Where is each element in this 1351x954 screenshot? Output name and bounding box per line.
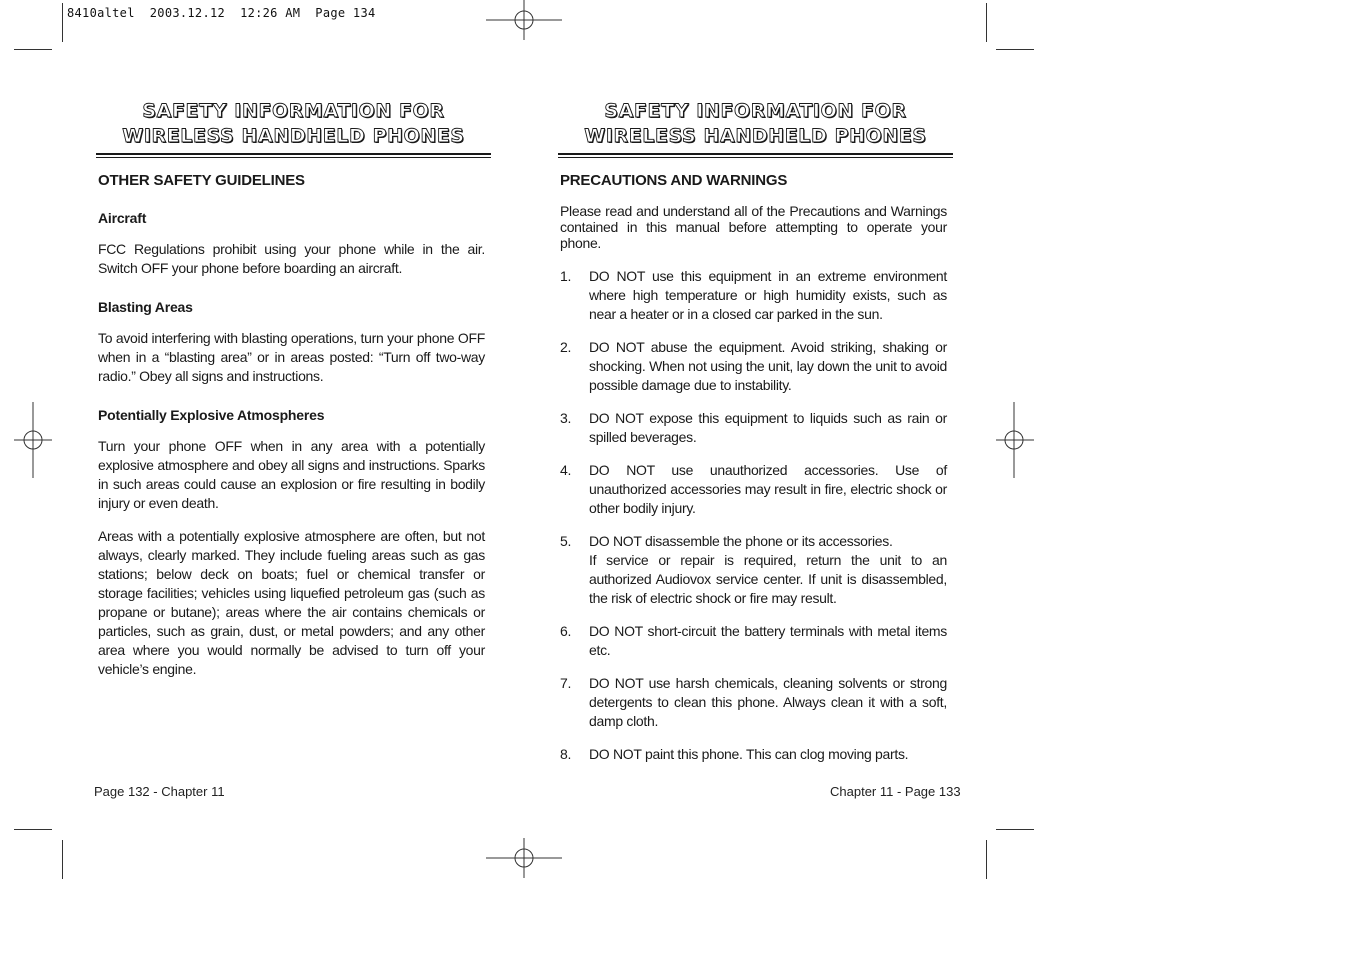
explosive-heading: Potentially Explosive Atmospheres [98, 407, 325, 423]
list-item: 4. DO NOT use unauthorized accessories. Use of unauthorized accessories may result in fire, electric shock or other bodily injury. [560, 462, 947, 516]
list-item: 7. DO NOT use harsh chemicals, cleaning solvents or strong detergents to clean this phone. Always clean it with a soft, damp cloth. [560, 675, 947, 729]
list-item: 3. DO NOT expose this equipment to liquids such as rain or spilled beverages. [560, 410, 947, 445]
left-page-footer: Page 132 - Chapter 11 [94, 784, 225, 799]
page-title [96, 99, 491, 149]
title-rule [558, 153, 953, 158]
title-line-1: SAFETY INFORMATION FOR [604, 100, 907, 122]
registration-mark-right [976, 402, 1052, 478]
print-slug: 8410altel 2003.12.12 12:26 AM Page 134 [67, 6, 376, 20]
section-heading: PRECAUTIONS AND WARNINGS [560, 172, 788, 189]
blasting-text: To avoid interfering with blasting operations, turn your phone OFF when in a “blasting area” or in areas posted: “Turn off two-way radio.” Obey all signs and instructions. [98, 330, 485, 384]
explosive-text-1: Turn your phone OFF when in any area with a potentially explosive atmosphere and obey all signs and instructions. Sparks in such areas could cause an explosion or fire resulting in bodily injury or even death. [98, 438, 485, 511]
registration-mark-bottom [486, 820, 562, 896]
explosive-text-2: Areas with a potentially explosive atmosphere are often, but not always, clearly marked. They include fueling areas such as gas stations; below deck on boats; fuel or chemical transfer or storage facilities; vehicles using liquefied petroleum gas (such as propane or butane); areas where the air contains chemicals or particles, such as grain, dust, or metal powders; and any other area where you would normally be advised to turn off your vehicle’s engine. [98, 528, 485, 677]
aircraft-text: FCC Regulations prohibit using your phone while in the air. Switch OFF your phone before boarding an aircraft. [98, 241, 485, 276]
page-title [558, 99, 953, 149]
title-rule [96, 153, 491, 158]
intro-text: Please read and understand all of the Precautions and Warnings contained in this manual before attempting to operate your phone. [560, 203, 947, 251]
list-item: 2. DO NOT abuse the equipment. Avoid striking, shaking or shocking. When not using the unit, lay down the unit to avoid possible damage due to instability. [560, 339, 947, 393]
right-page [558, 96, 953, 778]
title-line-2: WIRELESS HANDHELD PHONES [584, 125, 927, 147]
list-item: 6. DO NOT short-circuit the battery terminals with metal items etc. [560, 623, 947, 658]
title-line-2: WIRELESS HANDHELD PHONES [122, 125, 465, 147]
registration-mark-top [486, 0, 562, 76]
left-page [96, 96, 491, 679]
list-item: 8. DO NOT paint this phone. This can clog moving parts. [560, 746, 909, 762]
section-heading: OTHER SAFETY GUIDELINES [98, 172, 305, 189]
title-line-1: SAFETY INFORMATION FOR [142, 100, 445, 122]
list-item: 1. DO NOT use this equipment in an extreme environment where high temperature or high humidity exists, such as near a heater or in a closed car parked in the sun. [560, 268, 947, 322]
aircraft-heading: Aircraft [98, 210, 147, 226]
warnings-list [560, 267, 947, 764]
registration-mark-left [0, 402, 76, 478]
list-item: 5. DO NOT disassemble the phone or its accessories. If service or repair is required, return the unit to an authorized Audiovox service center. If unit is disassembled, the risk of electric shock or fire may result. [560, 533, 947, 606]
right-page-footer: Chapter 11 - Page 133 [830, 784, 961, 799]
blasting-heading: Blasting Areas [98, 299, 193, 315]
